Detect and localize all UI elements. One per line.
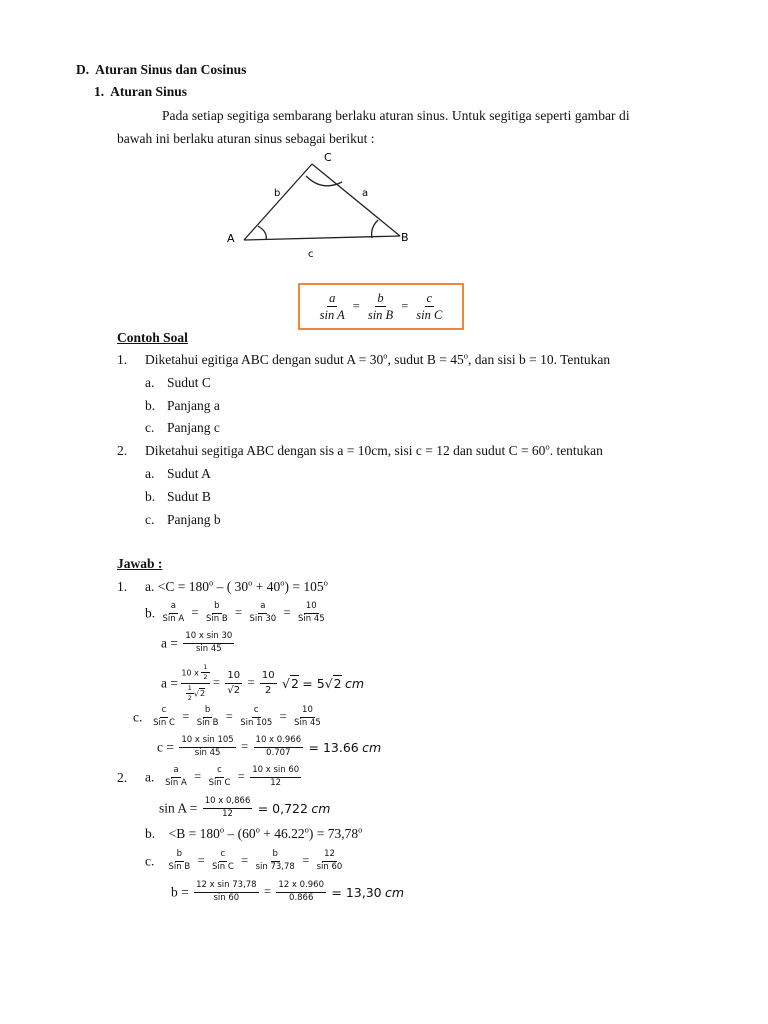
answer-1b-frac: $\frac{a}{\text{Sin A}}$ [162, 601, 185, 624]
jawab-heading: Jawab : [117, 556, 163, 571]
sine-rule-formula-box: $\frac{a}{\text{sin A}}$ = $\frac{b}{\text{sin B}}$ = $\frac{c}{\text{sin C}}$ [298, 283, 464, 330]
triangle-figure [220, 148, 420, 260]
question-1-item-b: b. [145, 398, 156, 413]
formula-frac-3: $\frac{c}{\text{sin C}}$ [416, 290, 443, 322]
nested-fraction: 10 x $\frac{1}{2}$ $\frac{1}{2}$ √2 [181, 663, 208, 703]
intro-line-1: Pada setiap segitiga sembarang berlaku aturan sinus. Untuk segitiga seperti gambar di [162, 108, 630, 123]
answer-2c-line: c. $\frac{b}{\text{Sin B}}$ = $\frac{c}{\text{Sin C}}$ = $\frac{b}{\sin 73,78}$ = $\frac{12}{\sin 60}$ [145, 849, 343, 872]
answer-1b-a-simplified: a = 10 x $\frac{1}{2}$ $\frac{1}{2}$ √2 = $\frac{10}{√2}$ = $\frac{10}{2}$ √2 = 5√2 cm [161, 663, 365, 703]
section-heading [76, 62, 246, 78]
answer-1b-line: b. $\frac{a}{\text{Sin A}}$ = $\frac{b}{\text{Sin B}}$ = $\frac{a}{\text{Sin 30}}$ = $\frac{10}{\text{Sin 45}}$ [145, 601, 325, 624]
answer-1b-frac: $\frac{a}{\text{Sin 30}}$ [249, 601, 277, 624]
answer-1b-a-equation: a = $\frac{\text{10 x sin 30}}{\sin 45}$ [161, 631, 233, 654]
answer-1c-frac: $\frac{10}{\text{Sin 45}}$ [294, 705, 321, 728]
section-letter: D. [76, 62, 90, 77]
answer-1c-c-equation: c = $\frac{\text{10 x sin 105}}{\sin 45}$ = $\frac{10 x 0.966}{0.707}$ = 13.66 cm [157, 735, 382, 758]
question-2-item-a-text: Sudut A [167, 466, 211, 481]
formula-frac-1: $\frac{a}{\text{sin A}}$ [319, 290, 345, 322]
question-2-item-b: b. [145, 489, 156, 504]
question-1-number: 1. [117, 352, 128, 367]
answer-2a-sinA: sin A = $\frac{10 x 0,866}{12}$ = 0,722 cm [159, 796, 331, 819]
formula-frac-2: $\frac{b}{\text{sin B}}$ [367, 290, 394, 322]
vertex-a-label: A [227, 232, 235, 245]
answer-1c-frac: $\frac{c}{\text{Sin 105}}$ [240, 705, 273, 728]
question-2-number: 2. [117, 443, 128, 458]
subsection-number: 1. [94, 84, 105, 99]
question-2-item-c: c. [145, 512, 155, 527]
answer-1-number: 1. [117, 579, 128, 594]
answer-1b-frac: $\frac{10}{\text{Sin 45}}$ [297, 601, 325, 624]
angle-b-arc [372, 220, 378, 238]
section-title: Aturan Sinus dan Cosinus [95, 62, 247, 77]
answer-2-number: 2. [117, 770, 128, 785]
question-1-item-a: a. [145, 375, 155, 390]
subsection-heading [94, 84, 187, 100]
answer-2a-line: a. $\frac{a}{\text{Sin A}}$ = $\frac{c}{\text{Sin C}}$ = $\frac{\text{10 x sin 60}}{12}$ [145, 765, 300, 788]
answer-1b-frac: $\frac{b}{\text{Sin B}}$ [205, 601, 228, 624]
question-1-text: Diketahui egitiga ABC dengan sudut $A = 30^o$, sudut $B = 45^o$, dan sisi b = 10. Tentukan [145, 350, 611, 367]
question-2-item-c-text: Panjang b [167, 512, 221, 527]
answer-2b-line: b. $<B = 180^o - (60^o + 46.22^o) = 73,78^o$ [145, 824, 363, 841]
side-a-label: a [362, 188, 369, 199]
contoh-soal-heading: Contoh Soal [117, 330, 188, 345]
side-a-line [312, 164, 400, 236]
side-c-label: c [308, 249, 314, 260]
subsection-title: Aturan Sinus [110, 84, 188, 99]
question-1-item-c: c. [145, 420, 155, 435]
side-c-line [244, 236, 400, 240]
question-1-item-c-text: Panjang c [167, 420, 220, 435]
question-1-item-a-text: Sudut C [167, 375, 211, 390]
answer-1c-line: c. $\frac{c}{\text{Sin C}}$ = $\frac{b}{\text{Sin B}}$ = $\frac{c}{\text{Sin 105}}$ = $\frac{10}{\text{Sin 45}}$ [133, 705, 321, 728]
question-2-text: Diketahui segitiga ABC dengan sis a = 10cm, sisi c = 12 dan sudut $C = 60^o$. tentukan [145, 441, 603, 458]
answer-2c-b-equation: b = $\frac{\text{12 x sin 73,78}}{\sin 60}$ = $\frac{12 x 0.960}{0.866}$ = 13,30 cm [171, 880, 405, 903]
answer-1a-line: a. $<C = 180^o$ – ( $30^o + 40^o) = 105^o$ [145, 577, 328, 594]
angle-a-arc [258, 226, 266, 240]
side-b-line [244, 164, 312, 240]
answer-1c-frac: $\frac{b}{\text{Sin B}}$ [196, 705, 219, 728]
vertex-c-label: C [324, 151, 332, 164]
angle-c-arc [306, 176, 342, 186]
question-2-item-b-text: Sudut B [167, 489, 211, 504]
intro-line-2: bawah ini berlaku aturan sinus sebagai berikut : [117, 131, 375, 146]
question-2-item-a: a. [145, 466, 155, 481]
vertex-b-label: B [401, 231, 409, 244]
side-b-label: b [274, 188, 281, 199]
answer-1c-frac: $\frac{c}{\text{Sin C}}$ [153, 705, 175, 728]
question-1-item-b-text: Panjang a [167, 398, 220, 413]
